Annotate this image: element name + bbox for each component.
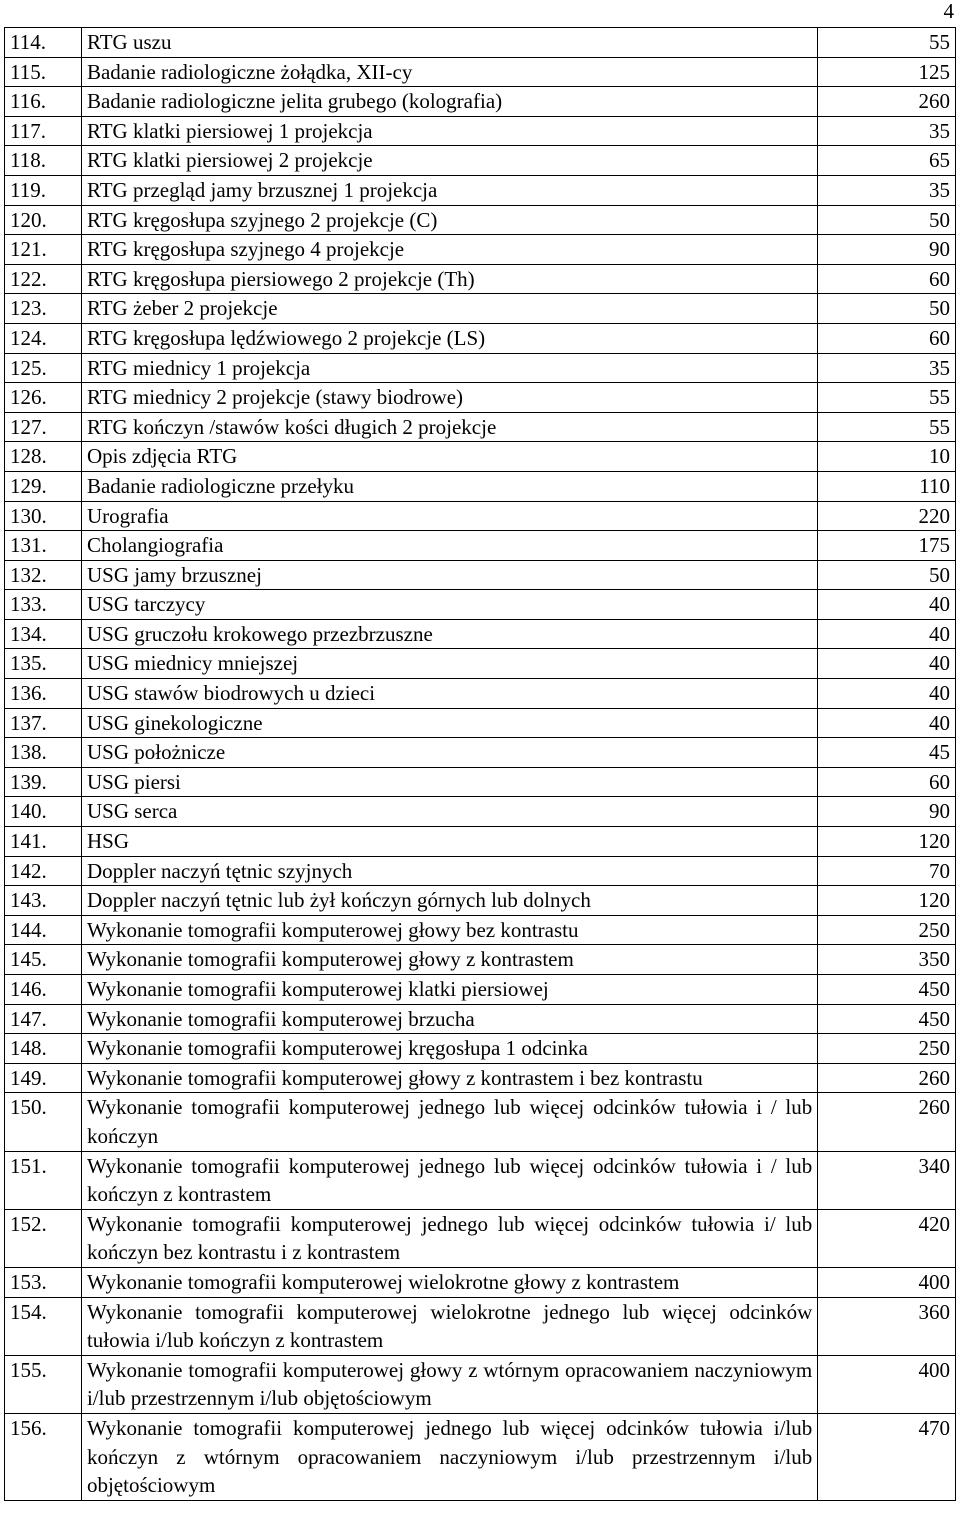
table-row <box>5 1355 956 1413</box>
table-row <box>5 1209 956 1267</box>
service-price: 55 <box>818 383 956 413</box>
service-description: USG miednicy mniejszej <box>81 649 817 679</box>
table-row <box>5 945 956 975</box>
row-number: 146. <box>5 975 82 1005</box>
service-description: USG tarczycy <box>81 590 817 620</box>
service-description: Wykonanie tomografii komputerowej jednego lub więcej odcinków tułowia i / lub kończyn z kontrastem <box>81 1151 817 1209</box>
service-description: RTG klatki piersiowej 2 projekcje <box>81 146 817 176</box>
row-number: 148. <box>5 1034 82 1064</box>
service-price: 50 <box>818 560 956 590</box>
row-number: 120. <box>5 205 82 235</box>
service-price: 120 <box>818 827 956 857</box>
service-price: 250 <box>818 915 956 945</box>
service-price: 125 <box>818 57 956 87</box>
row-number: 136. <box>5 679 82 709</box>
table-row <box>5 383 956 413</box>
row-number: 151. <box>5 1151 82 1209</box>
service-description: Wykonanie tomografii komputerowej kręgosłupa 1 odcinka <box>81 1034 817 1064</box>
table-row <box>5 827 956 857</box>
service-description: Cholangiografia <box>81 531 817 561</box>
row-number: 142. <box>5 856 82 886</box>
table-row <box>5 353 956 383</box>
table-row <box>5 442 956 472</box>
service-price: 10 <box>818 442 956 472</box>
row-number: 121. <box>5 235 82 265</box>
service-price: 470 <box>818 1413 956 1500</box>
row-number: 147. <box>5 1004 82 1034</box>
row-number: 144. <box>5 915 82 945</box>
service-description: Doppler naczyń tętnic lub żył kończyn górnych lub dolnych <box>81 886 817 916</box>
service-price: 40 <box>818 708 956 738</box>
price-table-body <box>5 28 956 1501</box>
service-price: 420 <box>818 1209 956 1267</box>
table-row <box>5 619 956 649</box>
service-description: RTG kończyn /stawów kości długich 2 projekcje <box>81 412 817 442</box>
row-number: 125. <box>5 353 82 383</box>
table-row <box>5 531 956 561</box>
service-price: 260 <box>818 87 956 117</box>
service-description: Urografia <box>81 501 817 531</box>
service-description: RTG kręgosłupa piersiowego 2 projekcje (Th) <box>81 264 817 294</box>
service-price: 65 <box>818 146 956 176</box>
table-row <box>5 1063 956 1093</box>
table-row <box>5 767 956 797</box>
row-number: 140. <box>5 797 82 827</box>
table-row <box>5 856 956 886</box>
row-number: 119. <box>5 175 82 205</box>
table-row <box>5 1034 956 1064</box>
service-price: 340 <box>818 1151 956 1209</box>
service-price: 60 <box>818 767 956 797</box>
service-description: RTG przegląd jamy brzusznej 1 projekcja <box>81 175 817 205</box>
table-row <box>5 679 956 709</box>
service-price: 250 <box>818 1034 956 1064</box>
table-row <box>5 560 956 590</box>
service-description: RTG żeber 2 projekcje <box>81 294 817 324</box>
service-price: 55 <box>818 412 956 442</box>
row-number: 115. <box>5 57 82 87</box>
row-number: 143. <box>5 886 82 916</box>
service-price: 260 <box>818 1093 956 1151</box>
service-description: Wykonanie tomografii komputerowej brzucha <box>81 1004 817 1034</box>
row-number: 124. <box>5 323 82 353</box>
table-row <box>5 738 956 768</box>
service-price: 260 <box>818 1063 956 1093</box>
table-row <box>5 1413 956 1500</box>
service-description: Badanie radiologiczne jelita grubego (kolografia) <box>81 87 817 117</box>
service-description: RTG klatki piersiowej 1 projekcja <box>81 116 817 146</box>
service-description: RTG miednicy 1 projekcja <box>81 353 817 383</box>
service-price: 110 <box>818 471 956 501</box>
service-price: 40 <box>818 619 956 649</box>
service-description: HSG <box>81 827 817 857</box>
row-number: 133. <box>5 590 82 620</box>
price-table <box>4 27 956 1501</box>
row-number: 156. <box>5 1413 82 1500</box>
service-price: 400 <box>818 1267 956 1297</box>
service-price: 90 <box>818 797 956 827</box>
service-price: 55 <box>818 28 956 58</box>
service-description: Wykonanie tomografii komputerowej głowy z kontrastem i bez kontrastu <box>81 1063 817 1093</box>
table-row <box>5 235 956 265</box>
service-description: USG ginekologiczne <box>81 708 817 738</box>
row-number: 116. <box>5 87 82 117</box>
service-price: 50 <box>818 205 956 235</box>
service-price: 120 <box>818 886 956 916</box>
row-number: 128. <box>5 442 82 472</box>
service-description: Wykonanie tomografii komputerowej wielokrotne głowy z kontrastem <box>81 1267 817 1297</box>
table-row <box>5 294 956 324</box>
row-number: 123. <box>5 294 82 324</box>
row-number: 138. <box>5 738 82 768</box>
table-row <box>5 501 956 531</box>
service-price: 360 <box>818 1297 956 1355</box>
table-row <box>5 323 956 353</box>
row-number: 122. <box>5 264 82 294</box>
service-price: 35 <box>818 175 956 205</box>
row-number: 149. <box>5 1063 82 1093</box>
service-description: USG serca <box>81 797 817 827</box>
row-number: 130. <box>5 501 82 531</box>
table-row <box>5 1004 956 1034</box>
service-description: Wykonanie tomografii komputerowej głowy z kontrastem <box>81 945 817 975</box>
row-number: 118. <box>5 146 82 176</box>
service-description: USG jamy brzusznej <box>81 560 817 590</box>
service-price: 350 <box>818 945 956 975</box>
table-row <box>5 1093 956 1151</box>
service-description: Wykonanie tomografii komputerowej głowy bez kontrastu <box>81 915 817 945</box>
table-row <box>5 175 956 205</box>
service-description: USG położnicze <box>81 738 817 768</box>
table-row <box>5 708 956 738</box>
service-description: Doppler naczyń tętnic szyjnych <box>81 856 817 886</box>
service-price: 90 <box>818 235 956 265</box>
row-number: 126. <box>5 383 82 413</box>
table-row <box>5 915 956 945</box>
table-row <box>5 87 956 117</box>
service-price: 70 <box>818 856 956 886</box>
table-row <box>5 116 956 146</box>
service-description: RTG uszu <box>81 28 817 58</box>
row-number: 114. <box>5 28 82 58</box>
service-description: Wykonanie tomografii komputerowej głowy z wtórnym opracowaniem naczyniowym i/lub przestrzennym i/lub objętościowym <box>81 1355 817 1413</box>
service-price: 450 <box>818 1004 956 1034</box>
service-price: 450 <box>818 975 956 1005</box>
service-description: RTG kręgosłupa lędźwiowego 2 projekcje (LS) <box>81 323 817 353</box>
service-price: 35 <box>818 116 956 146</box>
row-number: 135. <box>5 649 82 679</box>
row-number: 154. <box>5 1297 82 1355</box>
table-row <box>5 649 956 679</box>
table-row <box>5 146 956 176</box>
table-row <box>5 412 956 442</box>
service-description: RTG kręgosłupa szyjnego 4 projekcje <box>81 235 817 265</box>
service-price: 400 <box>818 1355 956 1413</box>
row-number: 139. <box>5 767 82 797</box>
table-row <box>5 1297 956 1355</box>
service-description: RTG kręgosłupa szyjnego 2 projekcje (C) <box>81 205 817 235</box>
table-row <box>5 975 956 1005</box>
row-number: 155. <box>5 1355 82 1413</box>
service-description: USG piersi <box>81 767 817 797</box>
row-number: 137. <box>5 708 82 738</box>
row-number: 141. <box>5 827 82 857</box>
service-description: Badanie radiologiczne przełyku <box>81 471 817 501</box>
service-price: 40 <box>818 649 956 679</box>
service-description: Wykonanie tomografii komputerowej jednego lub więcej odcinków tułowia i/ lub kończyn bez kontrastu i z kontrastem <box>81 1209 817 1267</box>
service-description: Wykonanie tomografii komputerowej wielokrotne jednego lub więcej odcinków tułowia i/lub kończyn z kontrastem <box>81 1297 817 1355</box>
table-row <box>5 1151 956 1209</box>
row-number: 152. <box>5 1209 82 1267</box>
service-price: 175 <box>818 531 956 561</box>
table-row <box>5 1267 956 1297</box>
row-number: 117. <box>5 116 82 146</box>
row-number: 132. <box>5 560 82 590</box>
service-price: 60 <box>818 264 956 294</box>
row-number: 129. <box>5 471 82 501</box>
table-row <box>5 264 956 294</box>
table-row <box>5 57 956 87</box>
service-description: Badanie radiologiczne żołądka, XII-cy <box>81 57 817 87</box>
table-row <box>5 797 956 827</box>
row-number: 134. <box>5 619 82 649</box>
service-price: 220 <box>818 501 956 531</box>
service-description: Wykonanie tomografii komputerowej jednego lub więcej odcinków tułowia i / lub kończyn <box>81 1093 817 1151</box>
service-price: 40 <box>818 590 956 620</box>
row-number: 145. <box>5 945 82 975</box>
service-price: 60 <box>818 323 956 353</box>
service-description: USG gruczołu krokowego przezbrzuszne <box>81 619 817 649</box>
service-price: 50 <box>818 294 956 324</box>
table-row <box>5 28 956 58</box>
service-description: RTG miednicy 2 projekcje (stawy biodrowe) <box>81 383 817 413</box>
table-row <box>5 590 956 620</box>
row-number: 150. <box>5 1093 82 1151</box>
service-price: 45 <box>818 738 956 768</box>
table-row <box>5 471 956 501</box>
service-description: Wykonanie tomografii komputerowej jednego lub więcej odcinków tułowia i/lub kończyn z wtórnym opracowaniem naczyniowym i/lub przestrzennym i/lub objętościowym <box>81 1413 817 1500</box>
service-description: USG stawów biodrowych u dzieci <box>81 679 817 709</box>
page-number: 4 <box>943 0 954 23</box>
service-price: 40 <box>818 679 956 709</box>
service-price: 35 <box>818 353 956 383</box>
row-number: 127. <box>5 412 82 442</box>
service-description: Opis zdjęcia RTG <box>81 442 817 472</box>
service-description: Wykonanie tomografii komputerowej klatki piersiowej <box>81 975 817 1005</box>
table-row <box>5 886 956 916</box>
table-row <box>5 205 956 235</box>
row-number: 131. <box>5 531 82 561</box>
row-number: 153. <box>5 1267 82 1297</box>
